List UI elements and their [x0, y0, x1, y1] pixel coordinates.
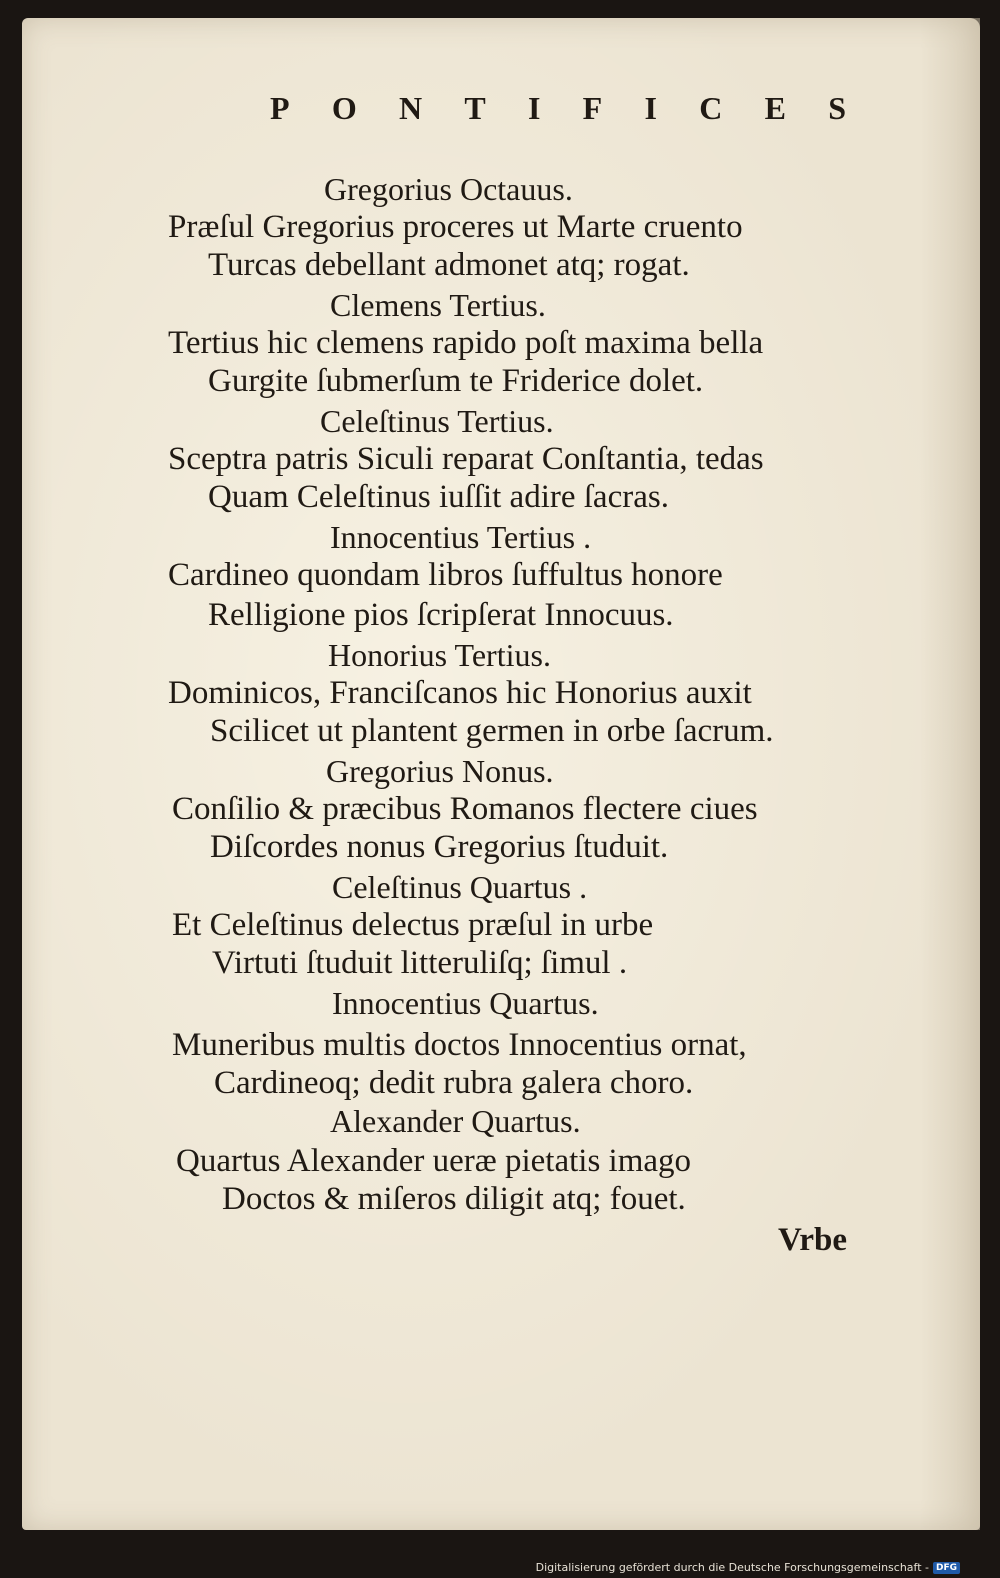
pope-title: Gregorius Octauus. — [324, 171, 573, 207]
verse-line: Quartus Alexander ueræ pietatis imago — [176, 1143, 692, 1179]
verse-line: Relligione pios ſcripſerat Innocuus. — [208, 597, 674, 633]
verse-line: Virtuti ſtuduit litteruliſq; ſimul . — [212, 945, 628, 981]
header-letter: E — [764, 90, 786, 126]
pope-title: Clemens Tertius. — [330, 287, 546, 323]
credit-text: Digitalisierung gefördert durch die Deutsche Forschungsgemeinschaft - — [535, 1561, 929, 1574]
pope-title: Celeſtinus Tertius. — [320, 403, 554, 439]
header-letter: P — [270, 90, 290, 126]
verse-line: Dominicos, Franciſcanos hic Honorius auxit — [168, 675, 752, 711]
header-letter: F — [582, 90, 603, 126]
verse-line: Diſcordes nonus Gregorius ſtuduit. — [210, 829, 669, 865]
verse-line: Scilicet ut plantent germen in orbe ſacrum. — [210, 713, 774, 749]
verse-line: Gurgite ſubmerſum te Friderice dolet. — [208, 363, 704, 399]
verse-line: Muneribus multis doctos Innocentius ornat, — [172, 1027, 747, 1063]
pope-title: Alexander Quartus. — [330, 1103, 581, 1139]
header-letter: I — [644, 90, 657, 126]
verse-line: Conſilio & præcibus Romanos flectere ciues — [172, 791, 758, 827]
verse-line: Tertius hic clemens rapido poſt maxima bella — [168, 325, 764, 361]
header-letter: O — [331, 90, 357, 126]
verse-line: Cardineo quondam libros ſuffultus honore — [168, 557, 723, 593]
digitization-credit — [536, 1561, 960, 1574]
pope-title: Honorius Tertius. — [328, 637, 551, 673]
running-header — [270, 90, 846, 127]
book-page — [22, 18, 980, 1530]
verse-line: Turcas debellant admonet atq; rogat. — [208, 247, 690, 283]
page-text — [22, 18, 980, 1530]
verse-line: Sceptra patris Siculi reparat Conſtantia, tedas — [168, 441, 764, 477]
pope-title: Innocentius Quartus. — [332, 985, 599, 1021]
header-letter: N — [398, 90, 423, 126]
catchword: Vrbe — [778, 1222, 848, 1258]
pope-title: Gregorius Nonus. — [326, 753, 554, 789]
header-letter: I — [527, 90, 541, 126]
verse-line: Cardineoq; dedit rubra galera choro. — [214, 1065, 694, 1101]
verse-line: Doctos & miſeros diligit atq; fouet. — [222, 1181, 686, 1217]
verse-line: Præſul Gregorius proceres ut Marte cruento — [168, 209, 743, 245]
dfg-logo: DFG — [933, 1562, 960, 1574]
pope-title: Celeſtinus Quartus . — [332, 869, 588, 905]
header-letter: C — [699, 90, 723, 126]
pope-title: Innocentius Tertius . — [330, 519, 592, 555]
verse-line: Et Celeſtinus delectus præſul in urbe — [172, 907, 654, 943]
header-letter: S — [828, 90, 846, 126]
verse-line: Quam Celeſtinus iuſſit adire ſacras. — [208, 479, 669, 515]
header-letter: T — [464, 90, 486, 126]
